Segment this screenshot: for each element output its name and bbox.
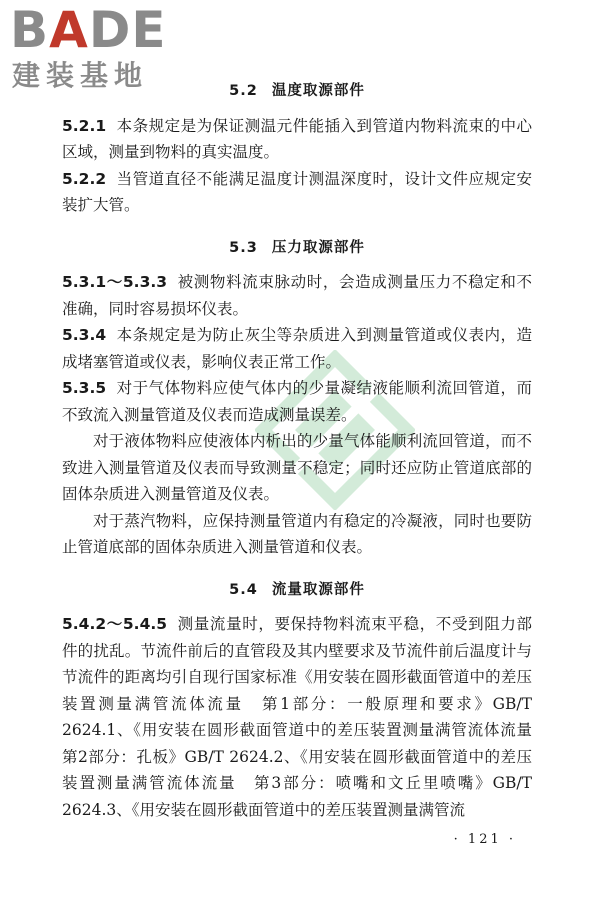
logo-latin-part2: DE (88, 1, 167, 59)
logo-latin-text (10, 2, 167, 58)
clause-5-3-1-to-5-3-3 (62, 269, 532, 322)
clause-5-2-2 (62, 166, 532, 219)
logo-latin-accent: A (49, 1, 89, 59)
section-number: 5.2 (229, 83, 258, 99)
clause-text: 被测物料流束脉动时，会造成测量压力不稳定和不准确，同时容易损坏仪表。 (62, 273, 532, 318)
clause-5-3-5 (62, 375, 532, 428)
section-title: 温度取源部件 (271, 83, 365, 99)
clause-number: 5.3.1～5.3.3 (62, 273, 168, 291)
clause-text: 对于气体物料应使气体内的少量凝结液能顺利流回管道，而不致流入测量管道及仪表而造成测量误差。 (62, 379, 532, 424)
clause-number: 5.2.1 (62, 116, 107, 135)
logo-chinese-text: 建装基地 (12, 59, 149, 92)
section-5-3-heading (62, 235, 532, 262)
paragraph-steam: 对于蒸汽物料，应保持测量管道内有稳定的冷凝液，同时也要防止管道底部的固体杂质进入测量管道和仪表。 (62, 511, 532, 556)
clause-5-2-1 (62, 113, 532, 166)
clause-text: 测量流量时，要保持物料流束平稳，不受到阻力部件的扰乱。节流件前后的直管段及其内壁要求及节流件前后温度计与节流件的距离均引自现行国家标准《用安装在圆形截面管道中的差压装置测量满管流体流量 第1部分：一般原理和要求》GB/T 2624.1、《用安装在圆形截面管道中的差压装置测量满管流体流量 第2部分：孔板》GB/T 2624.2、《用安装在圆形截面管道中的差压装置测量满管流体流量 第3部分：喷嘴和文丘里喷嘴》GB/T 2624.3、《用安装在圆形截面管道中的差压装置测量满管流 (62, 615, 548, 819)
section-5-2-heading (62, 78, 532, 105)
clause-5-3-4 (62, 322, 532, 375)
clause-number: 5.2.2 (62, 169, 107, 188)
clause-text: 本条规定是为防止灰尘等杂质进入到测量管道或仪表内，造成堵塞管道或仪表，影响仪表正常工作。 (62, 326, 532, 371)
clause-number: 5.4.2～5.4.5 (62, 615, 168, 633)
section-title: 压力取源部件 (271, 239, 365, 256)
section-number: 5.3 (229, 239, 258, 256)
section-number: 5.4 (229, 581, 258, 598)
clause-number: 5.3.4 (62, 326, 107, 344)
logo-latin-part1: B (10, 1, 50, 59)
clause-text: 当管道直径不能满足温度计测温深度时，设计文件应规定安装扩大管。 (62, 169, 532, 214)
paragraph-liquid: 对于液体物料应使液体内析出的少量气体能顺利流回管道，而不致进入测量管道及仪表而导致测量不稳定；同时还应防止管道底部的固体杂质进入测量管道及仪表。 (62, 432, 532, 503)
clause-text: 本条规定是为保证测温元件能插入到管道内物料流束的中心区域，测量到物料的真实温度。 (62, 116, 532, 161)
document-body (62, 72, 548, 823)
clause-number: 5.3.5 (62, 379, 107, 397)
clause-5-4-2-to-5-4-5 (62, 611, 548, 823)
section-title: 流量取源部件 (271, 581, 365, 598)
page-number: · 121 · (453, 832, 516, 847)
section-5-4-heading (62, 577, 532, 604)
